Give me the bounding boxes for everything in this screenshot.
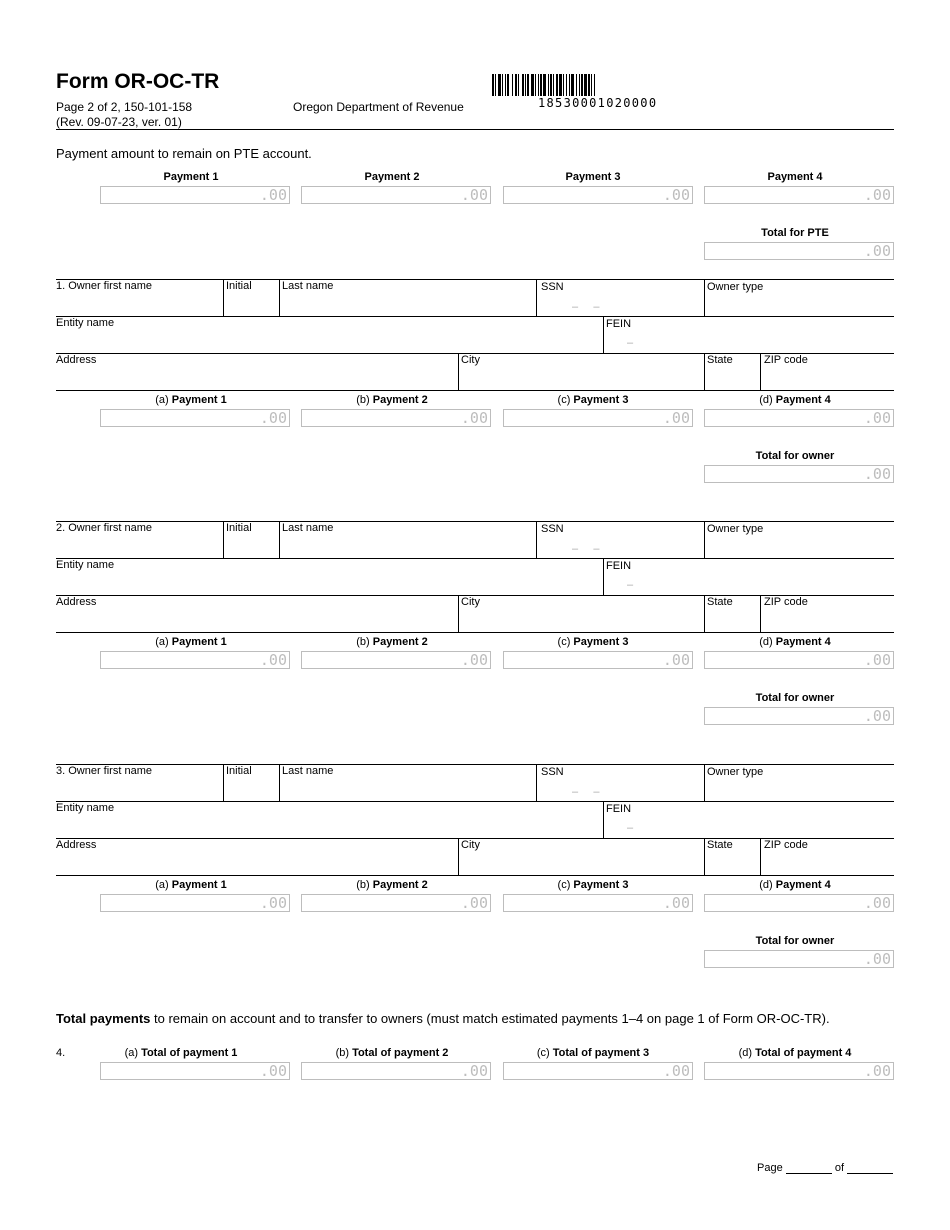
zip-label: ZIP code: [764, 839, 808, 851]
owner-payment-b-input[interactable]: .00: [301, 409, 491, 427]
state-label: State: [707, 596, 733, 608]
pte-total-input[interactable]: .00: [704, 242, 894, 260]
page-count-field[interactable]: [847, 1163, 893, 1174]
owner-first-name-input[interactable]: [56, 293, 222, 315]
owner-payment-c-label: (c) Payment 3: [557, 636, 629, 648]
city-input[interactable]: [461, 852, 702, 874]
owner-last-name-input[interactable]: [282, 293, 534, 315]
owner-initial-label: Initial: [226, 522, 252, 534]
barcode-bar: [502, 74, 503, 96]
total-payment-c-label: (c) Total of payment 3: [536, 1047, 650, 1059]
field-divider: [704, 595, 705, 632]
entity-name-input[interactable]: [56, 330, 601, 352]
owner-payment-b-label: (b) Payment 2: [356, 636, 428, 648]
owner-total-label: Total for owner: [755, 935, 835, 947]
fein-label: FEIN: [606, 803, 632, 815]
state-input[interactable]: [707, 852, 759, 874]
owner-first-name-input[interactable]: [56, 535, 222, 557]
owner-initial-input[interactable]: [226, 293, 278, 315]
barcode-bar: [527, 74, 529, 96]
owner-ssn-label: SSN: [541, 281, 564, 293]
owner-first-name-label: 2. Owner first name: [56, 522, 152, 534]
owner-payment-a-label: (a) Payment 1: [155, 636, 227, 648]
revision-info: (Rev. 09-07-23, ver. 01): [56, 115, 182, 129]
total-payment-c-input[interactable]: .00: [503, 1062, 693, 1080]
zip-label: ZIP code: [764, 596, 808, 608]
field-divider: [760, 353, 761, 390]
owner-payment-c-input[interactable]: .00: [503, 894, 693, 912]
barcode-bar: [591, 74, 592, 96]
zip-input[interactable]: [764, 367, 892, 389]
owner-total-input[interactable]: .00: [704, 707, 894, 725]
fein-label: FEIN: [606, 318, 632, 330]
barcode-bar: [559, 74, 562, 96]
owner-row-rule: [56, 632, 894, 633]
owner-payment-c-input[interactable]: .00: [503, 409, 693, 427]
owner-ssn-input[interactable]: – –: [572, 786, 600, 798]
field-divider: [704, 521, 705, 558]
address-input[interactable]: [56, 609, 456, 631]
total-payment-d-input[interactable]: .00: [704, 1062, 894, 1080]
owner-top-rule: [56, 764, 894, 765]
barcode-number: 18530001020000: [538, 96, 658, 110]
page-footer: [757, 1162, 893, 1174]
field-divider: [536, 764, 537, 801]
field-divider: [223, 764, 224, 801]
state-label: State: [707, 354, 733, 366]
field-divider: [279, 521, 280, 558]
owner-payment-a-input[interactable]: .00: [100, 894, 290, 912]
owner-payment-c-input[interactable]: .00: [503, 651, 693, 669]
owner-payment-a-label: (a) Payment 1: [155, 394, 227, 406]
address-input[interactable]: [56, 367, 456, 389]
barcode-bar: [579, 74, 580, 96]
field-divider: [704, 279, 705, 316]
barcode-bar: [492, 74, 494, 96]
owner-type-input[interactable]: [707, 778, 893, 800]
entity-name-input[interactable]: [56, 815, 601, 837]
owner-ssn-label: SSN: [541, 766, 564, 778]
owner-payment-d-label: (d) Payment 4: [759, 636, 831, 648]
owner-payment-d-label: (d) Payment 4: [759, 879, 831, 891]
barcode-bar: [538, 74, 539, 96]
barcode-bar: [515, 74, 517, 96]
owner-row-rule: [56, 558, 894, 559]
owner-payment-b-input[interactable]: .00: [301, 651, 491, 669]
field-divider: [536, 279, 537, 316]
total-payment-a-input[interactable]: .00: [100, 1062, 290, 1080]
address-input[interactable]: [56, 852, 456, 874]
owner-payment-d-label: (d) Payment 4: [759, 394, 831, 406]
city-label: City: [461, 839, 480, 851]
city-label: City: [461, 354, 480, 366]
barcode-bar: [563, 74, 564, 96]
owner-total-input[interactable]: .00: [704, 950, 894, 968]
field-divider: [279, 764, 280, 801]
barcode-bar: [571, 74, 574, 96]
owner-payment-d-input[interactable]: .00: [704, 651, 894, 669]
city-label: City: [461, 596, 480, 608]
barcode-bar: [495, 74, 496, 96]
owner-initial-label: Initial: [226, 280, 252, 292]
owner-last-name-label: Last name: [282, 765, 334, 777]
field-divider: [603, 801, 604, 839]
barcode-bar: [556, 74, 558, 96]
field-divider: [223, 521, 224, 558]
address-label: Address: [56, 839, 97, 851]
field-divider: [760, 595, 761, 632]
barcode-bar: [531, 74, 534, 96]
field-divider: [760, 838, 761, 875]
owner-payment-b-input[interactable]: .00: [301, 894, 491, 912]
owner-last-name-input[interactable]: [282, 778, 534, 800]
city-input[interactable]: [461, 367, 702, 389]
barcode-bar: [588, 74, 590, 96]
owner-payment-b-label: (b) Payment 2: [356, 879, 428, 891]
owner-last-name-input[interactable]: [282, 535, 534, 557]
owner-initial-input[interactable]: [226, 535, 278, 557]
owner-type-label: Owner type: [707, 766, 764, 778]
entity-name-input[interactable]: [56, 572, 601, 594]
page-number-field[interactable]: [786, 1163, 832, 1174]
owner-ssn-label: SSN: [541, 523, 564, 535]
state-input[interactable]: [707, 609, 759, 631]
barcode-bar: [535, 74, 536, 96]
field-divider: [279, 279, 280, 316]
barcode-bar: [566, 74, 567, 96]
total-payment-d-label: (d) Total of payment 4: [738, 1047, 852, 1059]
owner-payment-a-label: (a) Payment 1: [155, 879, 227, 891]
total-payment-b-input[interactable]: .00: [301, 1062, 491, 1080]
barcode: [492, 74, 704, 96]
city-input[interactable]: [461, 609, 702, 631]
fein-input[interactable]: –: [627, 822, 634, 834]
fein-label: FEIN: [606, 560, 632, 572]
pte-payment-3-input[interactable]: .00: [503, 186, 693, 204]
barcode-bar: [543, 74, 546, 96]
field-divider: [458, 595, 459, 632]
owner-ssn-input[interactable]: – –: [572, 301, 600, 313]
zip-input[interactable]: [764, 609, 892, 631]
owner-row-rule: [56, 316, 894, 317]
state-input[interactable]: [707, 367, 759, 389]
barcode-bar: [584, 74, 587, 96]
barcode-bar: [594, 74, 595, 96]
owner-total-input[interactable]: .00: [704, 465, 894, 483]
field-divider: [704, 353, 705, 390]
owner-total-label: Total for owner: [755, 692, 835, 704]
barcode-bar: [548, 74, 549, 96]
field-divider: [603, 558, 604, 596]
barcode-bar: [569, 74, 570, 96]
field-divider: [603, 316, 604, 354]
barcode-bar: [553, 74, 554, 96]
entity-name-label: Entity name: [56, 802, 115, 814]
state-label: State: [707, 839, 733, 851]
barcode-bar: [512, 74, 513, 96]
pte-payment-4-input[interactable]: .00: [704, 186, 894, 204]
owner-row-rule: [56, 390, 894, 391]
pte-payment-2-label: Payment 2: [364, 171, 420, 183]
owner-ssn-input[interactable]: – –: [572, 543, 600, 555]
pte-payment-4-label: Payment 4: [767, 171, 823, 183]
owner-row-rule: [56, 801, 894, 802]
owner-payment-c-label: (c) Payment 3: [557, 879, 629, 891]
field-divider: [536, 521, 537, 558]
owner-type-input[interactable]: [707, 535, 893, 557]
barcode-bar: [507, 74, 509, 96]
owner-payment-b-label: (b) Payment 2: [356, 394, 428, 406]
barcode-bar: [522, 74, 524, 96]
pte-payment-1-label: Payment 1: [163, 171, 219, 183]
zip-label: ZIP code: [764, 354, 808, 366]
field-divider: [704, 764, 705, 801]
owner-type-label: Owner type: [707, 281, 764, 293]
owner-top-rule: [56, 279, 894, 280]
page-label: Page: [757, 1162, 783, 1174]
form-title: Form OR-OC-TR: [56, 70, 220, 93]
barcode-bar: [518, 74, 519, 96]
total-payments-heading: Total payments to remain on account and to transfer to owners (must match estimated payments 1–4 on page 1 of Form OR-OC-TR).: [56, 1011, 830, 1026]
owner-initial-label: Initial: [226, 765, 252, 777]
barcode-bar: [540, 74, 542, 96]
pte-payment-1-input[interactable]: .00: [100, 186, 290, 204]
fein-input[interactable]: –: [627, 579, 634, 591]
header-divider: [56, 129, 894, 130]
owner-payment-a-input[interactable]: .00: [100, 409, 290, 427]
owner-type-label: Owner type: [707, 523, 764, 535]
total-payment-a-label: (a) Total of payment 1: [124, 1047, 238, 1059]
pte-total-label: Total for PTE: [761, 227, 829, 239]
pte-note: Payment amount to remain on PTE account.: [56, 146, 312, 161]
address-label: Address: [56, 596, 97, 608]
owner-first-name-label: 1. Owner first name: [56, 280, 152, 292]
field-divider: [458, 353, 459, 390]
owner-last-name-label: Last name: [282, 280, 334, 292]
zip-input[interactable]: [764, 852, 892, 874]
owner-payment-a-input[interactable]: .00: [100, 651, 290, 669]
owner-first-name-input[interactable]: [56, 778, 222, 800]
barcode-bar: [525, 74, 526, 96]
owner-total-label: Total for owner: [755, 450, 835, 462]
owner-type-input[interactable]: [707, 293, 893, 315]
address-label: Address: [56, 354, 97, 366]
owner-initial-input[interactable]: [226, 778, 278, 800]
barcode-bar: [576, 74, 577, 96]
owner-row-rule: [56, 875, 894, 876]
entity-name-label: Entity name: [56, 317, 115, 329]
owner-payment-d-input[interactable]: .00: [704, 409, 894, 427]
of-label: of: [834, 1162, 845, 1174]
entity-name-label: Entity name: [56, 559, 115, 571]
pte-payment-2-input[interactable]: .00: [301, 186, 491, 204]
pte-payment-3-label: Payment 3: [565, 171, 621, 183]
total-payment-b-label: (b) Total of payment 2: [335, 1047, 449, 1059]
department-name: Oregon Department of Revenue: [293, 100, 464, 114]
field-divider: [458, 838, 459, 875]
barcode-bar: [581, 74, 583, 96]
page-info: Page 2 of 2, 150-101-158: [56, 100, 193, 114]
owner-payment-d-input[interactable]: .00: [704, 894, 894, 912]
barcode-bar: [505, 74, 506, 96]
fein-input[interactable]: –: [627, 337, 634, 349]
barcode-bar: [498, 74, 501, 96]
owner-last-name-label: Last name: [282, 522, 334, 534]
line-4-number: 4.: [56, 1047, 66, 1059]
field-divider: [223, 279, 224, 316]
owner-top-rule: [56, 521, 894, 522]
owner-first-name-label: 3. Owner first name: [56, 765, 152, 777]
field-divider: [704, 838, 705, 875]
barcode-bar: [550, 74, 552, 96]
owner-payment-c-label: (c) Payment 3: [557, 394, 629, 406]
